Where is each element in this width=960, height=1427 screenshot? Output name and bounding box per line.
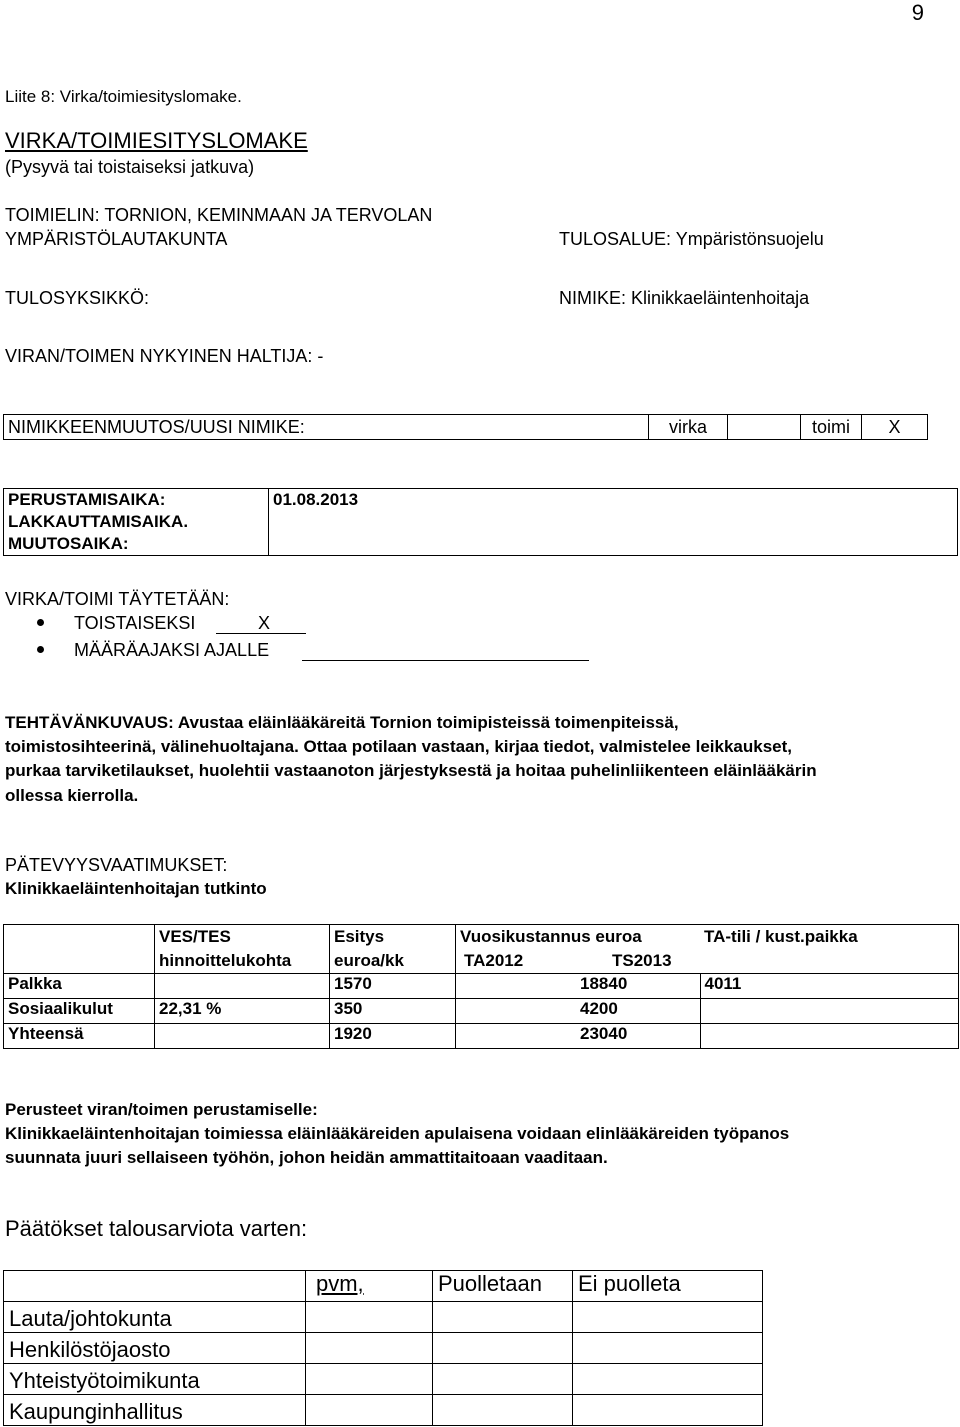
decision-ei-cell[interactable] xyxy=(573,1364,763,1395)
task-line2: toimistosihteerinä, välinehuoltajana. Ottaa potilaan vastaan, kirjaa tiedot, valmistelee leikkaukset, xyxy=(5,737,793,756)
decision-pvm-cell[interactable] xyxy=(306,1333,433,1364)
cost-row-esitys: 1920 xyxy=(330,1024,456,1049)
cost-row-esitys: 1570 xyxy=(330,974,456,999)
header-esitys-line2: euroa/kk xyxy=(334,951,404,970)
decision-row-label: Yhteistyötoimikunta xyxy=(4,1364,306,1395)
toimi-label: toimi xyxy=(801,415,862,440)
page-number: 9 xyxy=(911,0,924,25)
decisions-header-row xyxy=(4,1271,763,1302)
header-vuosi-line2 xyxy=(460,949,700,973)
date-label: LAKKAUTTAMISAIKA. xyxy=(4,511,269,533)
decision-pvm-cell[interactable] xyxy=(306,1364,433,1395)
date-row xyxy=(4,511,958,533)
task-line3: purkaa tarviketilaukset, huolehtii vastaanoton järjestyksestä ja hoitaa puhelinliikenteen eläinlääkärin xyxy=(5,761,817,780)
form-title: VIRKA/TOIMIESITYSLOMAKE xyxy=(5,128,308,153)
dates-table xyxy=(3,488,958,556)
decisions-header-empty xyxy=(4,1271,306,1302)
date-value[interactable] xyxy=(269,533,958,556)
decision-row xyxy=(4,1364,763,1395)
option-toistaiseksi-mark[interactable]: X xyxy=(258,613,271,633)
grounds-line2: suunnata juuri sellaiseen työhön, johon heidän ammattitaitoaan vaaditaan. xyxy=(5,1148,608,1167)
grounds-line1: Klinikkaeläintenhoitajan toimiessa eläinlääkäreiden apulaisena voidaan elinlääkäreiden työpanos xyxy=(5,1124,790,1143)
fill-heading: VIRKA/TOIMI TÄYTETÄÄN: xyxy=(5,589,230,609)
col-pvm: pvm, xyxy=(316,1271,364,1296)
virka-label: virka xyxy=(649,415,728,440)
header-esitys-line1: Esitys xyxy=(334,927,385,946)
bullet-icon xyxy=(37,619,44,626)
decisions-header-pvm xyxy=(306,1271,433,1302)
date-label: MUUTOSAIKA: xyxy=(4,533,269,556)
decision-puolletaan-cell[interactable] xyxy=(433,1302,573,1333)
cost-row-ves xyxy=(155,1024,330,1049)
decision-row-label: Kaupunginhallitus xyxy=(4,1395,306,1426)
cost-row-vuosi: 4200 xyxy=(456,999,701,1024)
cost-row-esitys: 350 xyxy=(330,999,456,1024)
date-row xyxy=(4,533,958,556)
header-ves-line1: VES/TES xyxy=(159,927,231,946)
tulosalue: TULOSALUE: Ympäristönsuojelu xyxy=(559,229,824,249)
cost-row-ves xyxy=(155,974,330,999)
header-ts: TS2013 xyxy=(612,951,672,970)
header-ves-line2: hinnoittelukohta xyxy=(159,951,292,970)
decision-ei-cell[interactable] xyxy=(573,1333,763,1364)
option-underline xyxy=(302,660,589,661)
date-label: PERUSTAMISAIKA: xyxy=(4,489,269,512)
decision-row xyxy=(4,1333,763,1364)
option-toistaiseksi-label: TOISTAISEKSI xyxy=(74,613,196,633)
cost-header-row xyxy=(4,925,959,974)
decision-puolletaan-cell[interactable] xyxy=(433,1395,573,1426)
cost-row-label: Yhteensä xyxy=(4,1024,155,1049)
decision-puolletaan-cell[interactable] xyxy=(433,1333,573,1364)
cost-row-tili xyxy=(700,1024,959,1049)
bullet-icon xyxy=(37,646,44,653)
cost-header-esitys xyxy=(330,925,456,974)
date-row xyxy=(4,489,958,512)
toimi-checkbox[interactable]: X xyxy=(862,415,928,440)
cost-row-tili xyxy=(700,999,959,1024)
decision-puolletaan-cell[interactable] xyxy=(433,1364,573,1395)
decision-row-label: Lauta/johtokunta xyxy=(4,1302,306,1333)
decision-row-label: Henkilöstöjaosto xyxy=(4,1333,306,1364)
decisions-heading: Päätökset talousarviota varten: xyxy=(5,1216,308,1241)
cost-row-ves: 22,31 % xyxy=(155,999,330,1024)
cost-row xyxy=(4,1024,959,1049)
date-value[interactable]: 01.08.2013 xyxy=(269,489,958,512)
task-line1 xyxy=(5,712,679,733)
task-line4: ollessa kierrolla. xyxy=(5,786,139,805)
decision-ei-cell[interactable] xyxy=(573,1395,763,1426)
cost-header-empty xyxy=(4,925,155,974)
qualifications-heading: PÄTEVYYSVAATIMUKSET: xyxy=(5,855,228,875)
task-label: TEHTÄVÄNKUVAUS: xyxy=(5,713,174,732)
name-change-label: NIMIKKEENMUUTOS/UUSI NIMIKE: xyxy=(4,415,649,440)
cost-row-vuosi: 23040 xyxy=(456,1024,701,1049)
cost-row-label: Palkka xyxy=(4,974,155,999)
decision-row xyxy=(4,1395,763,1426)
header-tili: TA-tili / kust.paikka xyxy=(700,925,959,974)
cost-row-vuosi: 18840 xyxy=(456,974,701,999)
grounds-heading: Perusteet viran/toimen perustamiselle: xyxy=(5,1100,318,1119)
cost-row xyxy=(4,999,959,1024)
decision-pvm-cell[interactable] xyxy=(306,1395,433,1426)
current-holder: VIRAN/TOIMEN NYKYINEN HALTIJA: - xyxy=(5,346,324,366)
tulosyksikko: TULOSYKSIKKÖ: xyxy=(5,288,150,308)
cost-row xyxy=(4,974,959,999)
option-maaraaika-label: MÄÄRÄAJAKSI AJALLE xyxy=(74,640,270,660)
appendix-title: Liite 8: Virka/toimiesityslomake. xyxy=(5,87,242,106)
toimielin-line1: TOIMIELIN: TORNION, KEMINMAAN JA TERVOLAN xyxy=(5,205,433,225)
task-text: Avustaa eläinlääkäreitä Tornion toimipisteissä toimenpiteissä, xyxy=(177,713,679,732)
date-value[interactable] xyxy=(269,511,958,533)
cost-row-tili: 4011 xyxy=(700,974,959,999)
name-change-table xyxy=(3,414,928,440)
toimielin-line2: YMPÄRISTÖLAUTAKUNTA xyxy=(5,229,228,249)
decisions-table xyxy=(3,1270,763,1426)
decision-ei-cell[interactable] xyxy=(573,1302,763,1333)
nimike: NIMIKE: Klinikkaeläintenhoitaja xyxy=(559,288,810,308)
cost-header-vuosi xyxy=(456,925,701,974)
cost-table xyxy=(3,924,959,1049)
form-subtitle: (Pysyvä tai toistaiseksi jatkuva) xyxy=(5,157,255,177)
cost-header-ves xyxy=(155,925,330,974)
qualifications-value: Klinikkaeläintenhoitajan tutkinto xyxy=(5,879,267,898)
cost-row-label: Sosiaalikulut xyxy=(4,999,155,1024)
decision-pvm-cell[interactable] xyxy=(306,1302,433,1333)
col-ei-puolleta: Ei puolleta xyxy=(573,1271,763,1302)
col-puolletaan: Puolletaan xyxy=(433,1271,573,1302)
header-ta: TA2012 xyxy=(464,951,524,970)
header-vuosi-line1: Vuosikustannus euroa xyxy=(460,927,642,946)
virka-checkbox[interactable] xyxy=(728,415,801,440)
decision-row xyxy=(4,1302,763,1333)
